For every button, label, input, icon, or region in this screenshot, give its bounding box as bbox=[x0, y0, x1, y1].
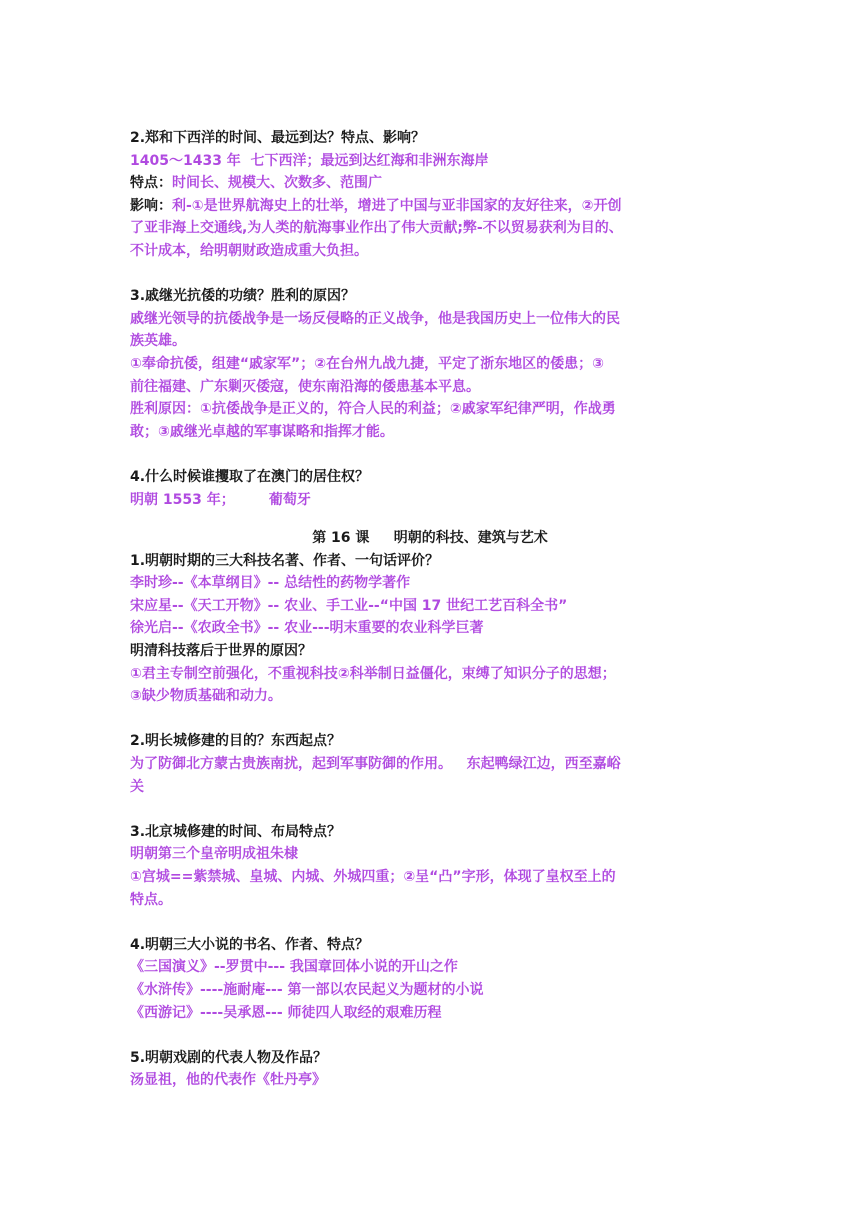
answer-science-reason-2: ③缺少物质基础和动力。 bbox=[130, 688, 282, 705]
answer-qijiguang-4: 前往福建、广东剿灭倭寇，使东南沿海的倭患基本平息。 bbox=[130, 378, 480, 395]
question-zhenghe: 2.郑和下西洋的时间、最远到达？特点、影响？ bbox=[130, 130, 426, 146]
answer-zhenghe-features bbox=[130, 172, 730, 195]
answer-science-3: 徐光启--《农政全书》-- 农业---明末重要的农业科学巨著 bbox=[130, 620, 484, 637]
impact-label: 影响： bbox=[130, 197, 172, 214]
question-novels: 4.明朝三大小说的书名、作者、特点？ bbox=[130, 936, 370, 953]
answer-zhenghe-impact-1 bbox=[130, 195, 730, 218]
features-label: 特点： bbox=[130, 175, 172, 192]
answer-zhenghe-impact-2: 了亚非海上交通线,为人类的航海事业作出了伟大贡献;弊-不以贸易获利为目的、 bbox=[130, 220, 623, 237]
question-science: 1.明朝时期的三大科技名著、作者、一句话评价？ bbox=[130, 552, 440, 569]
answer-novels-3: 《西游记》----吴承恩--- 师徒四人取经的艰难历程 bbox=[130, 1004, 442, 1021]
answer-drama: 汤显祖，他的代表作《牡丹亭》 bbox=[130, 1072, 326, 1089]
answer-beijing-1: 明朝第三个皇帝明成祖朱棣 bbox=[130, 846, 298, 863]
answer-qijiguang-6: 敢；③戚继光卓越的军事谋略和指挥才能。 bbox=[130, 423, 394, 440]
answer-greatwall-2: 关 bbox=[130, 778, 144, 795]
answer-qijiguang-5: 胜利原因：①抗倭战争是正义的，符合人民的利益；②戚家军纪律严明，作战勇 bbox=[130, 401, 616, 418]
answer-science-2: 宋应星--《天工开物》-- 农业、手工业--“中国 17 世纪工艺百科全书” bbox=[130, 597, 568, 614]
answer-science-reason-1: ①君主专制空前强化，不重视科技②科举制日益僵化，束缚了知识分子的思想； bbox=[130, 665, 616, 682]
answer-beijing-3: 特点。 bbox=[130, 891, 172, 908]
answer-science-1: 李时珍--《本草纲目》-- 总结性的药物学著作 bbox=[130, 575, 411, 592]
subquestion-science-reason: 明清科技落后于世界的原因？ bbox=[130, 643, 312, 660]
answer-beijing-2: ①宫城==紫禁城、皇城、内城、外城四重；②呈“凸”字形，体现了皇权至上的 bbox=[130, 869, 616, 885]
question-greatwall: 2.明长城修建的目的？东西起点？ bbox=[130, 733, 342, 750]
impact-text-1: 利-①是世界航海史上的壮举，增进了中国与亚非国家的友好往来，②开创 bbox=[172, 197, 622, 214]
answer-zhenghe-time: 1405～1433 年 七下西洋；最远到达红海和非洲东海岸 bbox=[130, 152, 489, 169]
question-drama: 5.明朝戏剧的代表人物及作品？ bbox=[130, 1049, 328, 1066]
answer-novels-1: 《三国演义》--罗贯中--- 我国章回体小说的开山之作 bbox=[130, 959, 458, 976]
features-text: 时间长、规模大、次数多、范围广 bbox=[172, 175, 382, 192]
answer-macau: 明朝 1553 年； 葡萄牙 bbox=[130, 491, 311, 508]
answer-qijiguang-3: ①奉命抗倭，组建“戚家军”；②在台州九战九捷，平定了浙东地区的倭患；③ bbox=[130, 355, 604, 372]
answer-greatwall-1: 为了防御北方蒙古贵族南扰，起到军事防御的作用。 东起鸭绿江边，西至嘉峪 bbox=[130, 756, 621, 773]
answer-qijiguang-2: 族英雄。 bbox=[130, 333, 186, 350]
question-qijiguang: 3.戚继光抗倭的功绩？胜利的原因？ bbox=[130, 288, 356, 305]
document-page bbox=[130, 127, 730, 1092]
answer-zhenghe-impact-3: 不计成本，给明朝财政造成重大负担。 bbox=[130, 242, 368, 259]
answer-novels-2: 《水浒传》----施耐庵--- 第一部以农民起义为题材的小说 bbox=[130, 981, 484, 998]
question-macau: 4.什么时候谁攫取了在澳门的居住权？ bbox=[130, 468, 370, 485]
question-beijing: 3.北京城修建的时间、布局特点？ bbox=[130, 823, 342, 840]
answer-qijiguang-1: 戚继光领导的抗倭战争是一场反侵略的正义战争，他是我国历史上一位伟大的民 bbox=[130, 310, 620, 327]
lesson-title: 第 16 课 明朝的科技、建筑与艺术 bbox=[312, 530, 548, 547]
